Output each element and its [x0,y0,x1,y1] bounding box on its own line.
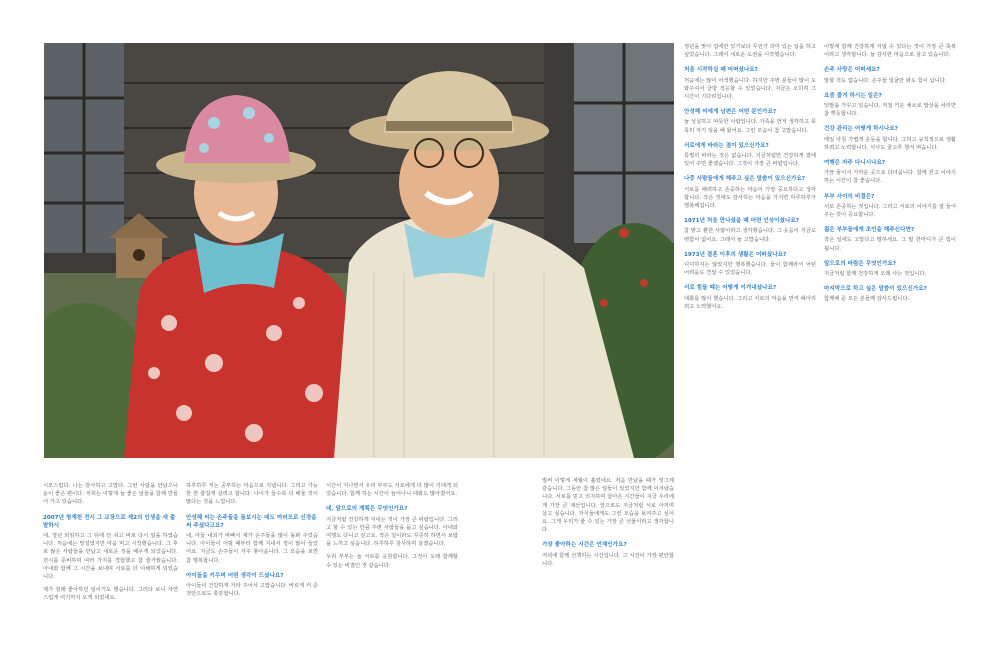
body-paragraph: 네, 아들 내외가 바빠서 제가 손주들을 많이 돌봐 주었습니다. 아이들이 어릴 때부터 함께 지내서 정이 많이 들었어요. 지금도 손주들이 자주 찾아옵니다. 그 모습을 보면 참 행복합니다. [186,533,318,564]
body-paragraph: 저녁에 함께 산책하는 시간입니다. 그 시간이 가장 편안합니다. [542,552,674,567]
question-heading: 안성혜 씨에게 남편은 어떤 분인가요? [684,109,777,116]
body-paragraph: 참 밝고 환한 사람이라고 생각했습니다. 그 웃음이 지금도 변함이 없어요. 그래서 늘 고맙습니다. [684,228,816,243]
body-paragraph: 특별히 바라는 것은 없습니다. 지금처럼만 건강하게 곁에 있어 주면 좋겠습니다. 그것이 가장 큰 바람입니다. [684,153,816,168]
body-paragraph: 정년을 맞아 집에만 있기보다 무언가 의미 있는 일을 하고 싶었습니다. 그래서 새로운 도전을 시작했습니다. [684,44,816,59]
body-paragraph: 작은 일에도 고맙다고 말하세요. 그 말 한마디가 큰 힘이 됩니다. [824,237,956,252]
question-heading: 앞으로의 바람은 무엇인가요? [824,260,896,267]
body-paragraph: 네, 정년 퇴임하고 그 뒤에 안 쉬고 바로 다시 일을 하였습니다. 처음에는 망설였지만 마음 먹고 시작했습니다. 그 후로 많은 사람들을 만났고 새로운 것을 배우게 되었습니다. 전시를 준비하며 여러 가지를 경험했고 참 즐거웠습니다. 아내와 함께 그 시간을 보내며 서로를 더 이해하게 되었습니다. [43,533,178,581]
body-paragraph: 가끔 둘이서 가까운 곳으로 다녀옵니다. 함께 걷고 이야기하는 시간이 참 좋습니다. [824,170,956,185]
question-heading: 여행은 자주 다니시나요? [824,160,886,167]
body-paragraph: 늘 성실하고 따뜻한 사람입니다. 가족을 먼저 생각하고 묵묵히 자기 일을 해 왔어요. 그런 모습이 참 고맙습니다. [684,119,816,134]
text-column-5 [684,43,816,625]
body-paragraph: 말할 것도 없습니다. 손주들 얼굴만 봐도 힘이 납니다. [824,77,947,84]
text-column-4 [542,477,674,627]
body-paragraph: 시모스럽다. 나는 감사하고 고맙다. 그런 사람을 만났으니 운이 좋은 편이다. 저희는 이렇게 늘 좋은 날들을 함께 만들어 가고 있습니다. [43,483,178,506]
question-heading: 안성혜 씨는 손주들을 돌보시는 데도 여러모로 신경을 써 주셨다고요? [186,514,317,529]
body-paragraph: 아이들이 건강하게 자라 주어서 고맙습니다. 바르게 커 준 것만으로도 충분합니다. [186,583,318,598]
question-heading: 요즘 즐겨 하시는 일은? [824,92,882,99]
question-heading: 1973년 결혼 이후의 생활은 어떠셨나요? [684,251,787,258]
question-heading: 처음 시작하실 때 어떠셨나요? [684,67,758,74]
text-column-3 [326,482,458,632]
body-paragraph: 넉넉하지는 않았지만 행복했습니다. 둘이 함께라서 어떤 어려움도 견딜 수 있었습니다. [684,262,816,277]
body-paragraph: 제가 원래 좋아하던 일이기도 했습니다. 그러다 보니 자연스럽게 여기까지 오게 되었네요. [43,587,178,602]
body-paragraph: 처음에는 많이 어색했습니다. 하지만 주변 분들이 많이 도와주셔서 금방 적응할 수 있었습니다. 지금은 오히려 그 시간이 기다려집니다. [684,77,816,101]
body-paragraph: 시간이 지나면서 우리 부부도 서로에게 더 많이 기대게 되었습니다. 함께 하는 시간이 늘어나니 대화도 많아졌어요. [326,483,458,498]
body-paragraph: 매일 아침 가볍게 운동을 합니다. 그리고 규칙적으로 생활하려고 노력합니다. 식사도 골고루 챙겨 먹습니다. [824,136,956,151]
couple-illustration [44,43,674,458]
couple-photo [44,43,674,458]
body-paragraph: 벌써 이렇게 세월이 흘렀네요. 처음 만났을 때가 엊그제 같습니다. 그동안 참 많은 일들이 있었지만 함께 이겨냈습니다. 서로를 믿고 의지하며 살아온 시간들이 지금 우리에게 가장 큰 재산입니다. 앞으로도 지금처럼 서로 아끼며 살고 싶습니다. 자식들에게도 그런 모습을 보여주고 싶어요. 그게 우리가 줄 수 있는 가장 큰 선물이라고 생각합니다. [542,478,674,534]
question-heading: 마지막으로 하고 싶은 말씀이 있으신가요? [824,286,927,293]
body-paragraph: 이렇게 함께 건강하게 지낼 수 있다는 것이 가장 큰 축복이라고 생각합니다. 늘 감사한 마음으로 살고 있습니다. [824,44,956,59]
body-paragraph: 대화를 많이 했습니다. 그리고 서로의 마음을 먼저 헤아리려고 노력했어요. [684,295,816,310]
body-paragraph: 텃밭을 가꾸고 있습니다. 직접 키운 채소로 밥상을 차리면 참 뿌듯합니다. [824,103,956,118]
question-heading: 서로 힘들 때는 어떻게 이겨내셨나요? [684,285,777,292]
question-heading: 1971년 처음 만나셨을 때 어떤 인상이셨나요? [684,218,800,225]
text-column-6 [824,43,956,625]
question-heading: 부부 사이의 비결은? [824,193,875,200]
question-heading: 가장 좋아하는 시간은 언제인가요? [542,542,627,549]
body-paragraph: 지금처럼 건강하게 지내는 것이 가장 큰 바람입니다. 그리고 할 수 있는 만큼 주변 사람들을 돕고 싶습니다. 아내와 여행도 다니고 싶고요. 작은 일이라도 꾸준히 하면서 보람을 느끼고 싶습니다. 하루하루 감사하며 살겠습니다. [326,516,458,548]
question-heading: 손주 사랑은 어떠세요? [824,67,880,74]
question-heading: 젊은 부부들에게 조언을 해주신다면? [824,227,915,234]
question-heading: 아이들을 키우며 어떤 생각이 드셨나요? [186,572,284,579]
body-paragraph: 지금처럼 함께 건강하게 오래 사는 것입니다. [824,271,927,278]
body-paragraph: 서로 존중하는 것입니다. 그리고 서로의 이야기를 잘 들어주는 것이 중요합니다. [824,203,956,219]
text-column-1 [43,482,178,632]
body-paragraph: 하루하루 저는 공부하는 마음으로 지냅니다. 그리고 가능한 한 즐겁게 살려고 합니다. 나이가 들수록 더 배울 것이 많다는 것을 느낍니다. [186,483,318,506]
body-paragraph: 함께해 준 모든 분들께 감사드립니다. [824,296,910,303]
body-paragraph: 서로를 배려하고 존중하는 마음이 가장 중요하다고 생각합니다. 작은 것에도 감사하는 마음을 가지면 하루하루가 행복해집니다. [684,186,816,210]
question-heading: 네, 앞으로의 계획은 무엇인가요? [326,506,408,513]
question-heading: 건강 관리는 어떻게 하시나요? [824,126,898,133]
question-heading: 서로에게 바라는 점이 있으신가요? [684,142,769,149]
body-paragraph: 우리 부부는 늘 서로를 응원합니다. 그것이 오래 함께할 수 있는 비결인 것 같습니다. [326,554,458,569]
text-column-2 [186,482,318,632]
question-heading: 나중 사람들에게 해주고 싶은 말씀이 있으신가요? [684,176,806,183]
question-heading: 2007년 청계천 전시 그 교장으로 제2의 인생을 새 출발하시 [43,514,176,529]
